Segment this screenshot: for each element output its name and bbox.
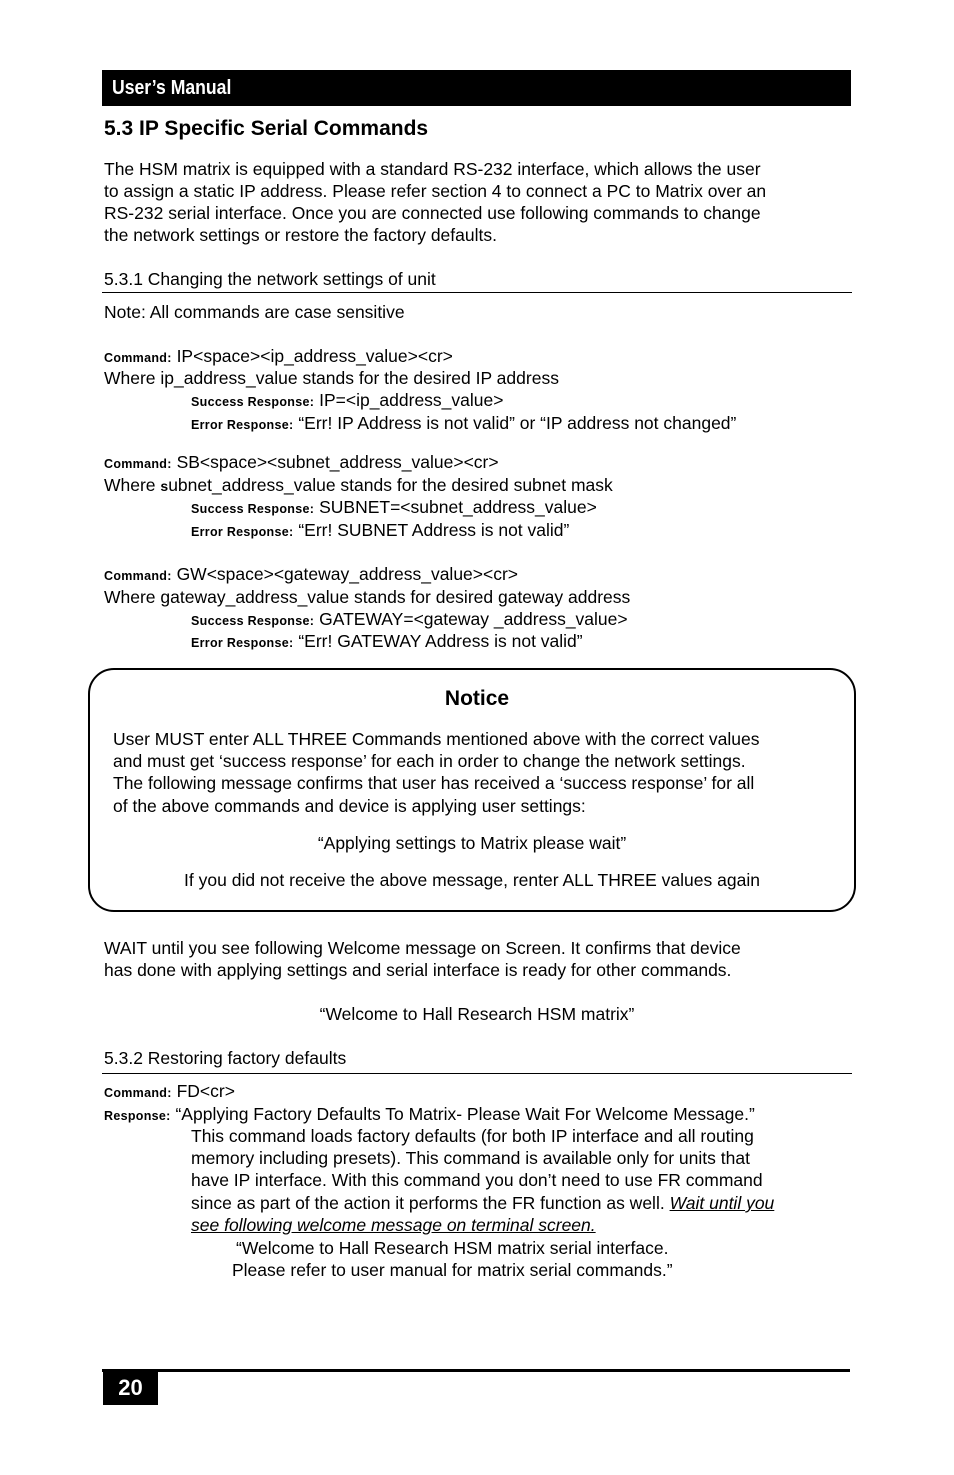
sb-command: SB<space><subnet_address_value><cr>: [176, 452, 499, 472]
notice-retry: If you did not receive the above message, renter ALL THREE values again: [184, 870, 760, 890]
notice-line-1: User MUST enter ALL THREE Commands mentioned above with the correct values: [113, 729, 760, 749]
welcome-message: “Welcome to Hall Research HSM matrix”: [319, 1004, 635, 1024]
subsection-rule-2: [102, 1073, 852, 1074]
fd-command-line: [104, 1080, 854, 1104]
sb-where-rest: ubnet_address_value stands for the desired subnet mask: [168, 475, 613, 495]
notice-line-2: and must get ‘success response’ for each in order to change the network settings.: [113, 751, 746, 771]
wait-line-1: WAIT until you see following Welcome message on Screen. It confirms that device: [104, 938, 741, 958]
gw-error-line: [191, 630, 851, 654]
fd-welcome-line-1: “Welcome to Hall Research HSM matrix serial interface.: [236, 1238, 669, 1258]
fd-welcome-line-2: Please refer to user manual for matrix serial commands.”: [232, 1260, 673, 1280]
section-title: 5.3 IP Specific Serial Commands: [104, 117, 429, 140]
intro-line-4: the network settings or restore the factory defaults.: [104, 225, 497, 245]
subsection-heading-1: 5.3.1 Changing the network settings of unit: [104, 269, 436, 289]
subsection-rule-1: [102, 292, 852, 293]
sb-success: SUBNET=<subnet_address_value>: [319, 497, 597, 517]
gw-success-line: [191, 608, 851, 632]
error-label: Error Response:: [191, 636, 294, 650]
sb-where-s: s: [160, 478, 169, 494]
ip-success: IP=<ip_address_value>: [319, 390, 504, 410]
command-label: Command:: [104, 1086, 172, 1100]
ip-success-line: [191, 389, 851, 413]
fd-command: FD<cr>: [176, 1081, 235, 1101]
gw-command: GW<space><gateway_address_value><cr>: [176, 564, 519, 584]
ip-command-line: [104, 345, 854, 369]
gw-command-line: [104, 563, 854, 587]
sb-where-prefix: Where: [104, 475, 161, 495]
intro-line-2: to assign a static IP address. Please refer section 4 to connect a PC to Matrix over an: [104, 181, 767, 201]
ip-error: “Err! IP Address is not valid” or “IP address not changed”: [298, 413, 737, 433]
sb-success-line: [191, 496, 851, 520]
success-label: Success Response:: [191, 614, 315, 628]
notice-line-3: The following message confirms that user has received a ‘success response’ for all: [113, 773, 755, 793]
fd-desc-line-5: [191, 1214, 851, 1236]
notice-title: Notice: [444, 687, 510, 710]
notice-message: “Applying settings to Matrix please wait”: [317, 833, 627, 853]
footer-rule: [102, 1369, 850, 1372]
fd-response: “Applying Factory Defaults To Matrix- Please Wait For Welcome Message.”: [175, 1104, 755, 1124]
success-label: Success Response:: [191, 502, 315, 516]
page-number: 20: [103, 1371, 158, 1405]
wait-line-2: has done with applying settings and serial interface is ready for other commands.: [104, 960, 732, 980]
subsection-heading-2: 5.3.2 Restoring factory defaults: [104, 1048, 347, 1068]
sb-where: [104, 474, 854, 497]
fd-desc-plain: since as part of the action it performs the FR function as well.: [191, 1193, 670, 1213]
fd-desc-line-4: [191, 1192, 851, 1214]
fd-desc-line-2: memory including presets). This command is available only for units that: [191, 1148, 750, 1168]
intro-line-3: RS-232 serial interface. Once you are connected use following commands to change: [104, 203, 761, 223]
fd-response-line: [104, 1103, 854, 1127]
ip-where: Where ip_address_value stands for the desired IP address: [104, 368, 559, 388]
error-label: Error Response:: [191, 418, 294, 432]
error-label: Error Response:: [191, 525, 294, 539]
success-label: Success Response:: [191, 395, 315, 409]
fd-desc-line-3: have IP interface. With this command you don’t need to use FR command: [191, 1170, 763, 1190]
command-label: Command:: [104, 569, 172, 583]
sb-error: “Err! SUBNET Address is not valid”: [298, 520, 570, 540]
fd-desc-line-1: This command loads factory defaults (for both IP interface and all routing: [191, 1126, 754, 1146]
case-note: Note: All commands are case sensitive: [104, 302, 405, 322]
gw-where: Where gateway_address_value stands for desired gateway address: [104, 587, 631, 607]
fd-desc-emph-line: see following welcome message on terminal screen.: [191, 1215, 596, 1235]
fd-desc-emph: Wait until you: [669, 1193, 775, 1213]
command-label: Command:: [104, 457, 172, 471]
gw-error: “Err! GATEWAY Address is not valid”: [298, 631, 583, 651]
gw-success: GATEWAY=<gateway _address_value>: [319, 609, 628, 629]
sb-error-line: [191, 519, 851, 543]
sb-command-line: [104, 451, 854, 475]
intro-line-1: The HSM matrix is equipped with a standard RS-232 interface, which allows the user: [104, 159, 761, 179]
ip-command: IP<space><ip_address_value><cr>: [176, 346, 453, 366]
header-bar: [102, 70, 851, 106]
ip-error-line: [191, 412, 851, 436]
command-label: Command:: [104, 351, 172, 365]
header-title: User’s Manual: [112, 77, 232, 99]
response-label: Response:: [104, 1109, 171, 1123]
notice-line-4: of the above commands and device is applying user settings:: [113, 796, 586, 816]
